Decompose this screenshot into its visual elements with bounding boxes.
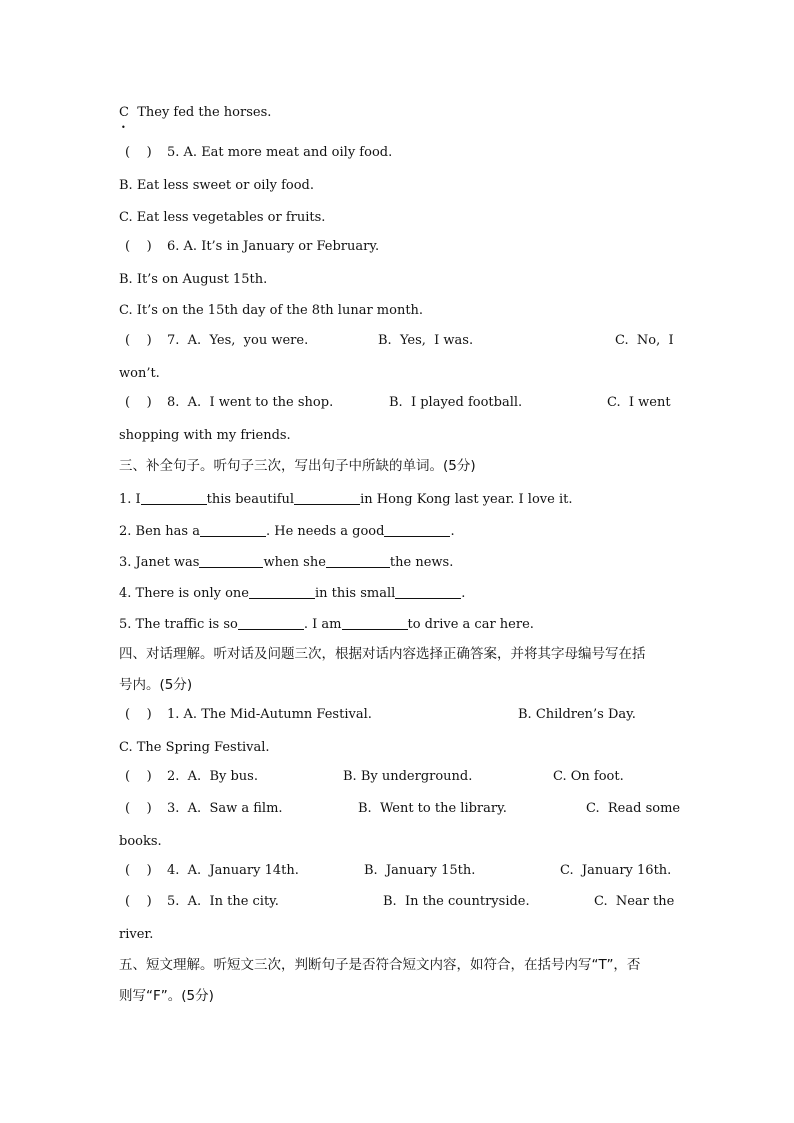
q7-option-c: C. No, I <box>615 333 674 348</box>
q5-option-a: 5. A. Eat more meat and oily food. <box>167 145 393 160</box>
section-5-heading-cont: 则写“F”。(5分) <box>119 988 214 1004</box>
p4-q4-option-a: 4. A. January 14th. <box>167 863 299 878</box>
q5-option-b: B. Eat less sweet or oily food. <box>119 178 314 193</box>
sentence-text: this beautiful <box>206 492 295 507</box>
p4-q3-option-a: 3. A. Saw a film. <box>167 801 283 816</box>
answer-paren: ( ) <box>125 333 152 348</box>
sentence-text: 4. There is only one <box>119 586 249 601</box>
sentence-text: 3. Janet was <box>119 555 200 570</box>
q7-option-a: 7. A. Yes, you were. <box>167 333 309 348</box>
p4-q4-option-b: B. January 15th. <box>364 863 476 878</box>
q7-option-b: B. Yes, I was. <box>378 333 474 348</box>
q5-option-c: C. Eat less vegetables or fruits. <box>119 210 326 225</box>
p4-q5-option-c: C. Near the <box>594 894 675 909</box>
sentence-text: . <box>461 586 466 601</box>
sentence-4 <box>119 584 465 602</box>
sentence-text: when she <box>263 555 326 570</box>
p4-q5-option-b: B. In the countryside. <box>383 894 530 909</box>
answer-paren: ( ) <box>125 395 152 410</box>
answer-blank[interactable] <box>199 555 263 568</box>
p4-q1-option-c: C. The Spring Festival. <box>119 740 270 755</box>
sentence-text: the news. <box>389 555 454 570</box>
stray-dot-mark: • <box>121 123 126 132</box>
answer-blank[interactable] <box>200 524 266 537</box>
sentence-5 <box>119 615 534 633</box>
q8-option-b: B. I played football. <box>389 395 523 410</box>
p4-q3-option-c: C. Read some <box>586 801 681 816</box>
q8-option-a: 8. A. I went to the shop. <box>167 395 334 410</box>
sentence-text: . <box>450 524 455 539</box>
p4-q2-option-c: C. On foot. <box>553 769 624 784</box>
p4-q5-option-c-cont: river. <box>119 927 154 942</box>
p4-q2-option-a: 2. A. By bus. <box>167 769 258 784</box>
answer-blank[interactable] <box>249 586 315 599</box>
sentence-text: 5. The traffic is so <box>119 617 238 632</box>
sentence-3 <box>119 553 453 571</box>
sentence-text: in this small <box>315 586 396 601</box>
sentence-2 <box>119 522 455 540</box>
p4-q1-option-b: B. Children’s Day. <box>518 707 636 722</box>
q8-option-c: C. I went <box>607 395 671 410</box>
answer-paren: ( ) <box>125 239 152 254</box>
section-5-heading: 五、短文理解。听短文三次，判断句子是否符合短文内容，如符合，在括号内写“T”，否 <box>119 957 641 973</box>
answer-blank[interactable] <box>294 492 360 505</box>
q4-option-c: C They fed the horses. <box>119 105 272 120</box>
q6-option-b: B. It’s on August 15th. <box>119 272 268 287</box>
answer-blank[interactable] <box>238 617 304 630</box>
sentence-text: to drive a car here. <box>407 617 534 632</box>
answer-blank[interactable] <box>141 492 207 505</box>
answer-blank[interactable] <box>342 617 408 630</box>
answer-blank[interactable] <box>384 524 450 537</box>
sentence-text: in Hong Kong last year. I love it. <box>360 492 573 507</box>
p4-q2-option-b: B. By underground. <box>343 769 473 784</box>
sentence-text: . He needs a good <box>265 524 385 539</box>
answer-paren: ( ) <box>125 769 152 784</box>
q8-option-c-cont: shopping with my friends. <box>119 428 291 443</box>
q7-option-c-cont: won’t. <box>119 366 160 381</box>
sentence-1 <box>119 490 572 508</box>
q6-option-a: 6. A. It’s in January or February. <box>167 239 380 254</box>
answer-blank[interactable] <box>395 586 461 599</box>
sentence-text: . I am <box>303 617 342 632</box>
section-3-heading: 三、补全句子。听句子三次，写出句子中所缺的单词。(5分) <box>119 458 476 474</box>
section-4-heading: 四、对话理解。听对话及问题三次，根据对话内容选择正确答案，并将其字母编号写在括 <box>119 646 646 662</box>
q6-option-c: C. It’s on the 15th day of the 8th lunar month. <box>119 303 424 318</box>
answer-paren: ( ) <box>125 145 152 160</box>
p4-q3-option-b: B. Went to the library. <box>358 801 507 816</box>
p4-q4-option-c: C. January 16th. <box>560 863 672 878</box>
answer-paren: ( ) <box>125 707 152 722</box>
p4-q5-option-a: 5. A. In the city. <box>167 894 279 909</box>
sentence-text: 2. Ben has a <box>119 524 200 539</box>
p4-q1-option-a: 1. A. The Mid-Autumn Festival. <box>167 707 372 722</box>
section-4-heading-cont: 号内。(5分) <box>119 677 193 693</box>
answer-blank[interactable] <box>326 555 390 568</box>
sentence-text: 1. I <box>119 492 141 507</box>
answer-paren: ( ) <box>125 894 152 909</box>
answer-paren: ( ) <box>125 863 152 878</box>
answer-paren: ( ) <box>125 801 152 816</box>
p4-q3-option-c-cont: books. <box>119 834 162 849</box>
